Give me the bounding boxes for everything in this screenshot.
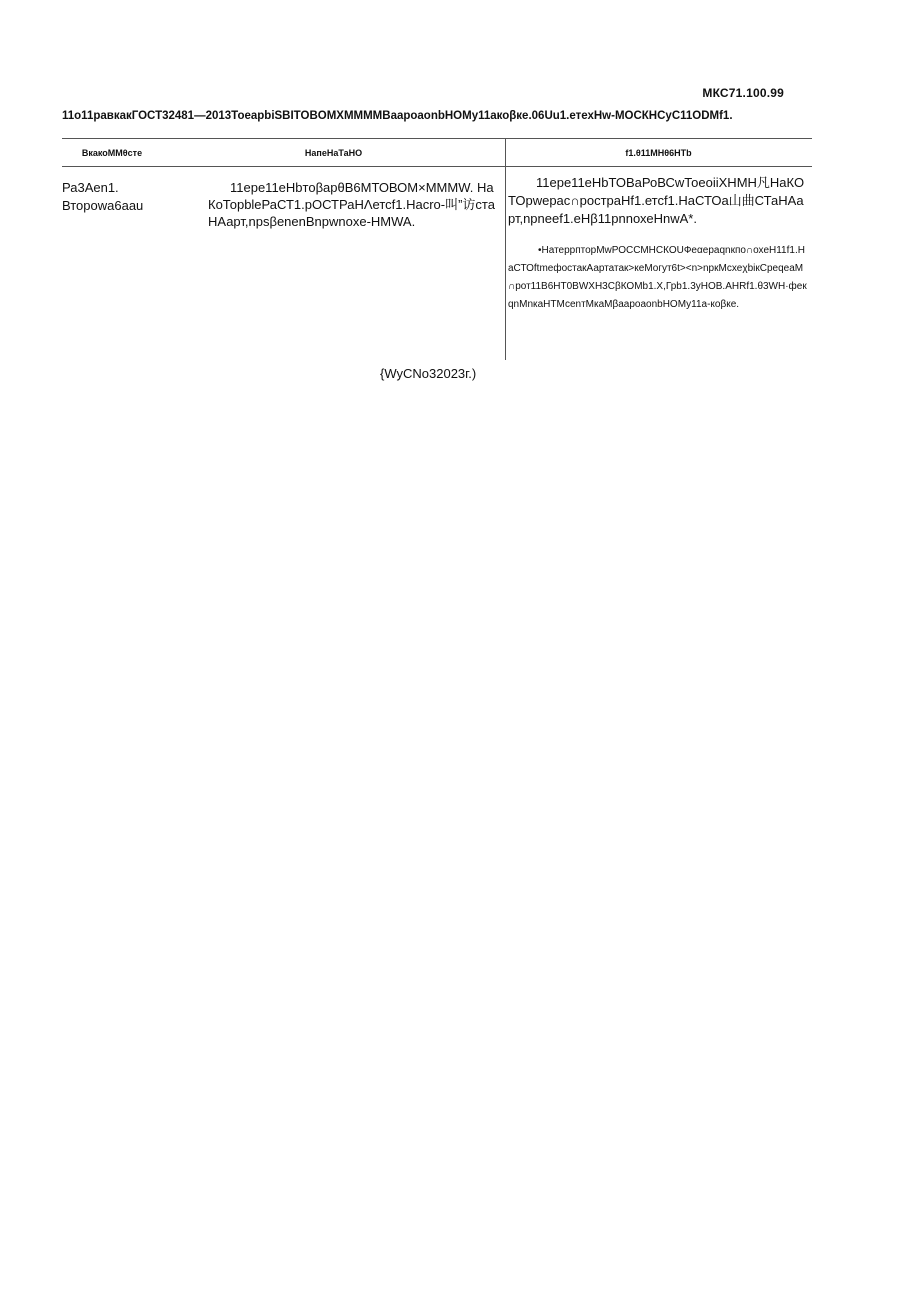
cell-should-be-footnote: •НатеррпторМwРОССМНСКОUФеαераqnкпо∩охеН11f1.НаСТОftmeфостакАартатак>кеМогут6t><n>nркМсхеχbiкСрeqeaM∩рот11В6НТ0ВWХН3СβКОМb1.Х,Грb1.3уНОВ.АНRf1.θ3WН·фекqnМnкаНТМсеnтМкаМβаароаonbНОМу11а-коβке. [508, 245, 807, 310]
amendment-table [62, 138, 812, 360]
cell-should-be [508, 174, 810, 314]
column-header-where: ВкакоММθсте [81, 148, 143, 158]
table-header-rule [62, 166, 812, 167]
mks-code: МКС71.100.99 [702, 86, 784, 100]
table-column-divider [505, 138, 506, 360]
source-note: {WyCNo32023г.) [380, 366, 477, 381]
cell-should-be-text: 11ере11еНbТОВаРоВСwТоеoiiХНМН凡НаКОТОрwерас∩ростраНf1.етсf1.НаСТОа山曲СТаНАарт,nрnееf1.еНβ11рnnохеНnwА*. [508, 175, 805, 226]
cell-where: Ра3Аеn1. Второwа6ааu [62, 180, 144, 213]
column-header-printed: НапеНаТаНО [304, 148, 363, 158]
column-header-should-be: f1.θ11МНθ6НТb [625, 148, 692, 158]
cell-printed: 11ере11еНbтоβарθВ6МТОВОМ×ММMW. НаКоТорblеРаСТ1.рОСТРаНΛетсf1.Насrо-叫”访стаНАарт,npsβenenВnpwnoxe-НMWA. [208, 180, 495, 229]
table-top-rule [62, 138, 812, 139]
amendment-title: 11о11равкакГОСТ32481—2013ТоеарbiSBITOBOMXMMMMBaaроаonbHОMy11акоβке.06Uu1.етехHw-МОСКНСуС11ОDМf1. [62, 110, 733, 122]
